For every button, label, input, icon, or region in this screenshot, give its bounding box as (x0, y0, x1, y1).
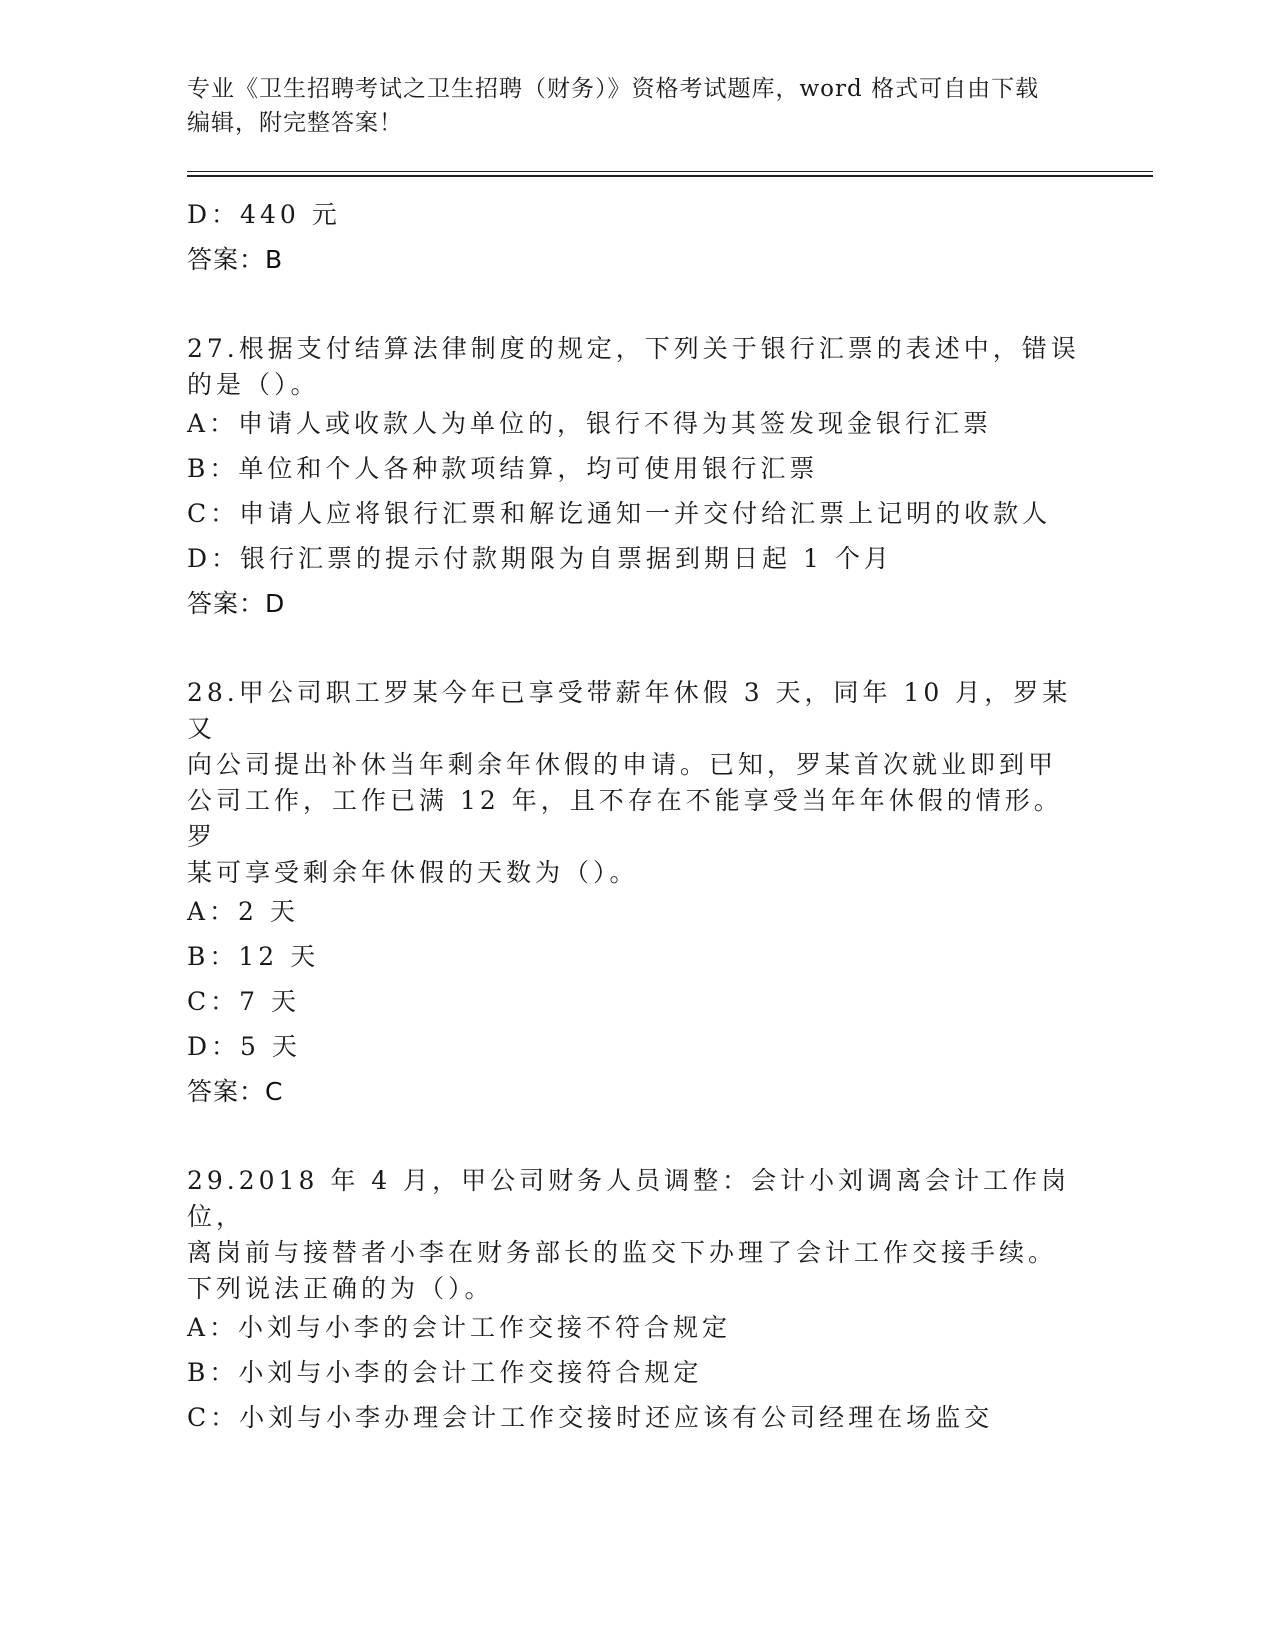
question-27 (187, 329, 1087, 626)
document-body (187, 192, 1087, 1440)
answer-line: 答案：C (187, 1077, 284, 1106)
header-rule-thin (187, 171, 1153, 172)
previous-question-tail (187, 192, 1087, 282)
spacer (187, 626, 1087, 673)
question-text-line: 下列说法正确的为（）。 (187, 1274, 494, 1303)
option-a: A：2 天 (187, 897, 299, 926)
answer-line: 答案：B (187, 245, 284, 274)
question-28 (187, 673, 1087, 1114)
question-text-line: 某可享受剩余年休假的天数为（）。 (187, 858, 639, 887)
option-c: C：7 天 (187, 987, 300, 1016)
question-text-line: 27.根据支付结算法律制度的规定，下列关于银行汇票的表述中，错误 (187, 334, 1080, 363)
answer-line: 答案：D (187, 589, 286, 618)
question-text-line: 29.2018 年 4 月，甲公司财务人员调整：会计小刘调离会计工作岗位， (187, 1166, 1071, 1231)
option-b: B：单位和个人各种款项结算，均可使用银行汇票 (187, 454, 819, 483)
question-text-line: 的是（）。 (187, 370, 320, 399)
option-c: C：小刘与小李办理会计工作交接时还应该有公司经理在场监交 (187, 1403, 994, 1432)
spacer (187, 1114, 1087, 1161)
option-c: C：申请人应将银行汇票和解讫通知一并交付给汇票上记明的收款人 (187, 499, 1052, 528)
question-text-line: 公司工作，工作已满 12 年，且不存在不能享受当年年休假的情形。罗 (187, 786, 1063, 851)
option-d: D：银行汇票的提示付款期限为自票据到期日起 1 个月 (187, 544, 893, 573)
header-line-2: 编辑，附完整答案！ (187, 110, 403, 136)
page-header (187, 72, 1087, 140)
question-29 (187, 1161, 1087, 1440)
option-d: D：440 元 (187, 200, 341, 229)
option-a: A：申请人或收款人为单位的，银行不得为其签发现金银行汇票 (187, 409, 993, 438)
header-line-1: 专业《卫生招聘考试之卫生招聘（财务）》资格考试题库，word 格式可自由下载 (187, 76, 1040, 102)
header-rule-thick (187, 175, 1153, 177)
option-d: D：5 天 (187, 1032, 301, 1061)
option-a: A：小刘与小李的会计工作交接不符合规定 (187, 1313, 732, 1342)
option-b: B：12 天 (187, 942, 320, 971)
question-text-line: 28.甲公司职工罗某今年已享受带薪年休假 3 天，同年 10 月，罗某又 (187, 678, 1072, 743)
spacer (187, 282, 1087, 329)
question-text-line: 离岗前与接替者小李在财务部长的监交下办理了会计工作交接手续。 (187, 1238, 1058, 1267)
question-text-line: 向公司提出补休当年剩余年休假的申请。已知，罗某首次就业即到甲 (187, 750, 1058, 779)
option-b: B：小刘与小李的会计工作交接符合规定 (187, 1358, 703, 1387)
